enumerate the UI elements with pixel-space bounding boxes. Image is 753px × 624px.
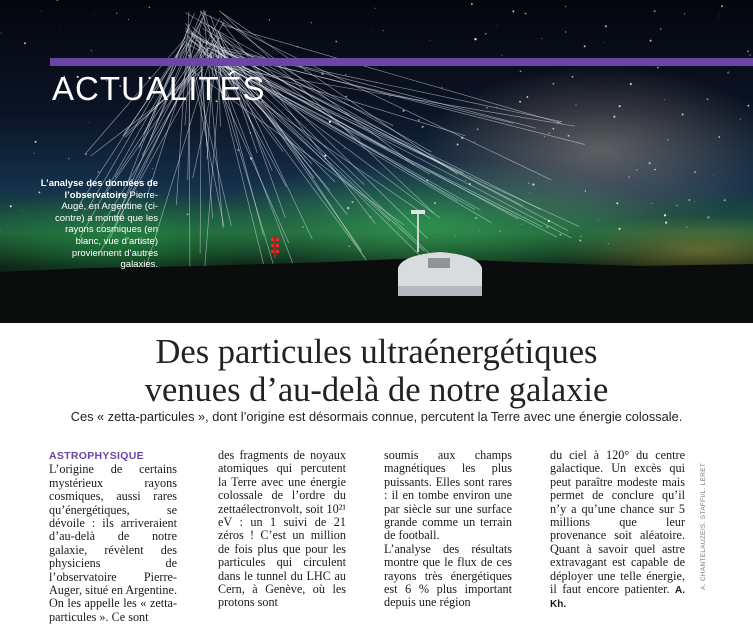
- star: [475, 217, 477, 219]
- star: [441, 87, 442, 88]
- star: [724, 199, 726, 201]
- star: [616, 202, 618, 204]
- star: [573, 69, 574, 70]
- star: [269, 19, 270, 20]
- star: [474, 38, 476, 40]
- star: [532, 183, 534, 185]
- star: [116, 13, 117, 14]
- ray-track: [221, 25, 561, 124]
- star: [665, 222, 667, 224]
- star: [694, 171, 696, 173]
- star: [347, 207, 349, 209]
- star: [549, 219, 550, 220]
- headline-line-2: venues d’au-delà de notre galaxie: [144, 371, 609, 409]
- article-column-3: [384, 449, 512, 610]
- star: [636, 169, 638, 171]
- star: [667, 139, 668, 140]
- star: [657, 67, 659, 69]
- star: [747, 105, 749, 107]
- column-1-text: L’origine de certains mystérieux rayons cosmiques, aussi rares qu’énergétiques, se dévoile : ils arriveraient d’au-delà de notre galaxie, révèlent des physiciens de l’observatoire Pierre-Auger, situé en Argentine. On les appelle les « zetta-particules ». Ce sont: [49, 462, 177, 624]
- star: [486, 107, 488, 109]
- star: [335, 41, 337, 43]
- star: [580, 236, 581, 237]
- headline-line-1: Des particules ultraénergétiques: [155, 333, 598, 371]
- star: [650, 40, 652, 42]
- star: [485, 33, 487, 35]
- star: [437, 237, 438, 238]
- star: [740, 119, 741, 120]
- star: [549, 133, 550, 134]
- star: [721, 5, 723, 7]
- star: [565, 31, 566, 32]
- star: [598, 219, 599, 220]
- star: [630, 83, 632, 85]
- article-column-4: [550, 449, 685, 612]
- star: [500, 230, 502, 232]
- star: [707, 98, 709, 100]
- star: [651, 203, 652, 204]
- star: [311, 78, 312, 79]
- star: [713, 175, 714, 176]
- star: [585, 190, 586, 191]
- star: [152, 168, 153, 169]
- star: [35, 141, 37, 143]
- author-signature: A. Kh.: [550, 585, 686, 611]
- star: [660, 28, 661, 29]
- star: [471, 3, 473, 5]
- star: [97, 171, 99, 173]
- star: [664, 99, 665, 100]
- caption-text: Pierre-Augé, en Argentine (ci-contre) a montré que les rayons cosmiques (en blanc, vue d’artiste) proviennent d’autres galaxies.: [55, 189, 158, 271]
- star: [302, 226, 304, 228]
- star: [351, 201, 353, 203]
- star: [10, 205, 12, 207]
- star: [718, 136, 720, 138]
- star: [613, 116, 615, 118]
- star: [34, 153, 35, 154]
- star: [457, 144, 459, 146]
- star: [654, 169, 656, 171]
- star: [568, 135, 570, 137]
- star: [422, 126, 424, 128]
- star: [541, 38, 542, 39]
- star: [375, 8, 376, 9]
- star: [349, 246, 350, 247]
- star: [311, 22, 312, 23]
- star: [604, 42, 605, 43]
- star: [89, 122, 90, 123]
- star: [0, 32, 1, 33]
- star: [527, 96, 529, 98]
- star: [575, 104, 576, 105]
- star: [560, 234, 562, 236]
- star: [605, 25, 607, 27]
- star: [579, 240, 581, 242]
- detector-tank: [398, 210, 482, 296]
- star: [649, 162, 651, 164]
- star: [56, 0, 58, 1]
- star: [654, 10, 656, 12]
- star: [60, 27, 61, 28]
- star: [497, 25, 498, 26]
- star: [345, 96, 347, 98]
- star: [749, 54, 751, 56]
- star: [512, 10, 514, 12]
- star: [552, 128, 554, 130]
- star: [686, 226, 687, 227]
- star: [465, 180, 466, 181]
- standfirst: Ces « zetta-particules », dont l’origine est désormais connue, percutent la Terre avec une énergie colossale.: [70, 409, 683, 424]
- star: [477, 128, 479, 130]
- star: [402, 110, 404, 112]
- star: [565, 6, 566, 7]
- star: [676, 205, 677, 206]
- star: [682, 113, 684, 115]
- section-band: [50, 58, 753, 66]
- star: [727, 71, 729, 73]
- star: [455, 236, 456, 237]
- star: [552, 83, 554, 85]
- star: [689, 199, 691, 201]
- star: [520, 70, 522, 72]
- star: [372, 30, 373, 31]
- column-4-text: du ciel à 120° du centre galactique. Un excès qui peut paraître modeste mais permet de conclure qu’il n’y a qu’une chance sur 5 millions que leur provenance soit aléatoire. Quant à savoir quel astre extravagant est capable de déployer une telle énergie, il faut encore patienter.: [550, 448, 685, 597]
- article-column-1: [49, 449, 177, 624]
- caption-lead: L’analyse des données de l’observatoire: [40, 178, 158, 201]
- star: [501, 55, 502, 56]
- column-3-text-a: soumis aux champs magnétiques les plus puissants. Elles sont rares : il en tombe environ une par siècle sur une surface grande comme un terrain de football.: [384, 448, 512, 543]
- star: [91, 50, 92, 51]
- photo-caption: [40, 178, 158, 271]
- star: [529, 192, 530, 193]
- star: [584, 45, 586, 47]
- star: [718, 18, 719, 19]
- star: [619, 105, 621, 107]
- star: [707, 216, 709, 218]
- star: [0, 230, 1, 231]
- star: [187, 213, 189, 215]
- section-title: ACTUALITÉS: [52, 70, 266, 107]
- star: [94, 13, 95, 14]
- article-column-2: [218, 449, 346, 610]
- star: [434, 202, 436, 204]
- red-beacon: [271, 236, 279, 258]
- star: [747, 51, 749, 53]
- star: [68, 158, 69, 159]
- star: [430, 40, 431, 41]
- star: [479, 230, 480, 231]
- star: [608, 243, 609, 244]
- star: [344, 148, 345, 149]
- star: [521, 224, 522, 225]
- star: [546, 226, 548, 228]
- star: [474, 141, 475, 142]
- ray-track: [185, 31, 523, 206]
- star: [694, 201, 695, 202]
- star: [684, 13, 685, 14]
- star: [525, 13, 527, 15]
- photo-credit: A. CHANTELAUZE/S. STAFFI/L. LERET: [700, 462, 707, 590]
- star: [572, 76, 574, 78]
- star: [21, 210, 22, 211]
- ray-track: [216, 50, 314, 178]
- star: [719, 14, 720, 15]
- star: [345, 74, 346, 75]
- ray-track: [176, 11, 189, 204]
- star: [304, 157, 305, 158]
- star: [664, 214, 666, 216]
- star: [32, 58, 33, 59]
- star: [41, 11, 42, 12]
- star: [544, 136, 545, 137]
- column-2-text: des fragments de noyaux atomiques qui percutent la Terre avec une énergie colossale de l’ordre du zettaélectronvolt, soit 10²¹ eV : un 1 suivi de 21 zéros ! C’est un million de fois plus que pour les particules qui circulent dans le tunnel du LHC au Cern, à Genève, où les protons sont: [218, 448, 346, 610]
- star: [383, 30, 384, 31]
- star: [628, 176, 630, 178]
- headline: [0, 333, 753, 409]
- star: [24, 42, 26, 44]
- column-3-text-b: L’analyse des résultats montre que le flux de ces rayons très énergétiques est 6 % plus important depuis une région: [384, 541, 512, 610]
- article-kicker: ASTROPHYSIQUE: [49, 450, 144, 462]
- star: [128, 19, 129, 20]
- star: [528, 183, 530, 185]
- star: [519, 101, 521, 103]
- star: [149, 7, 150, 8]
- star: [618, 228, 620, 230]
